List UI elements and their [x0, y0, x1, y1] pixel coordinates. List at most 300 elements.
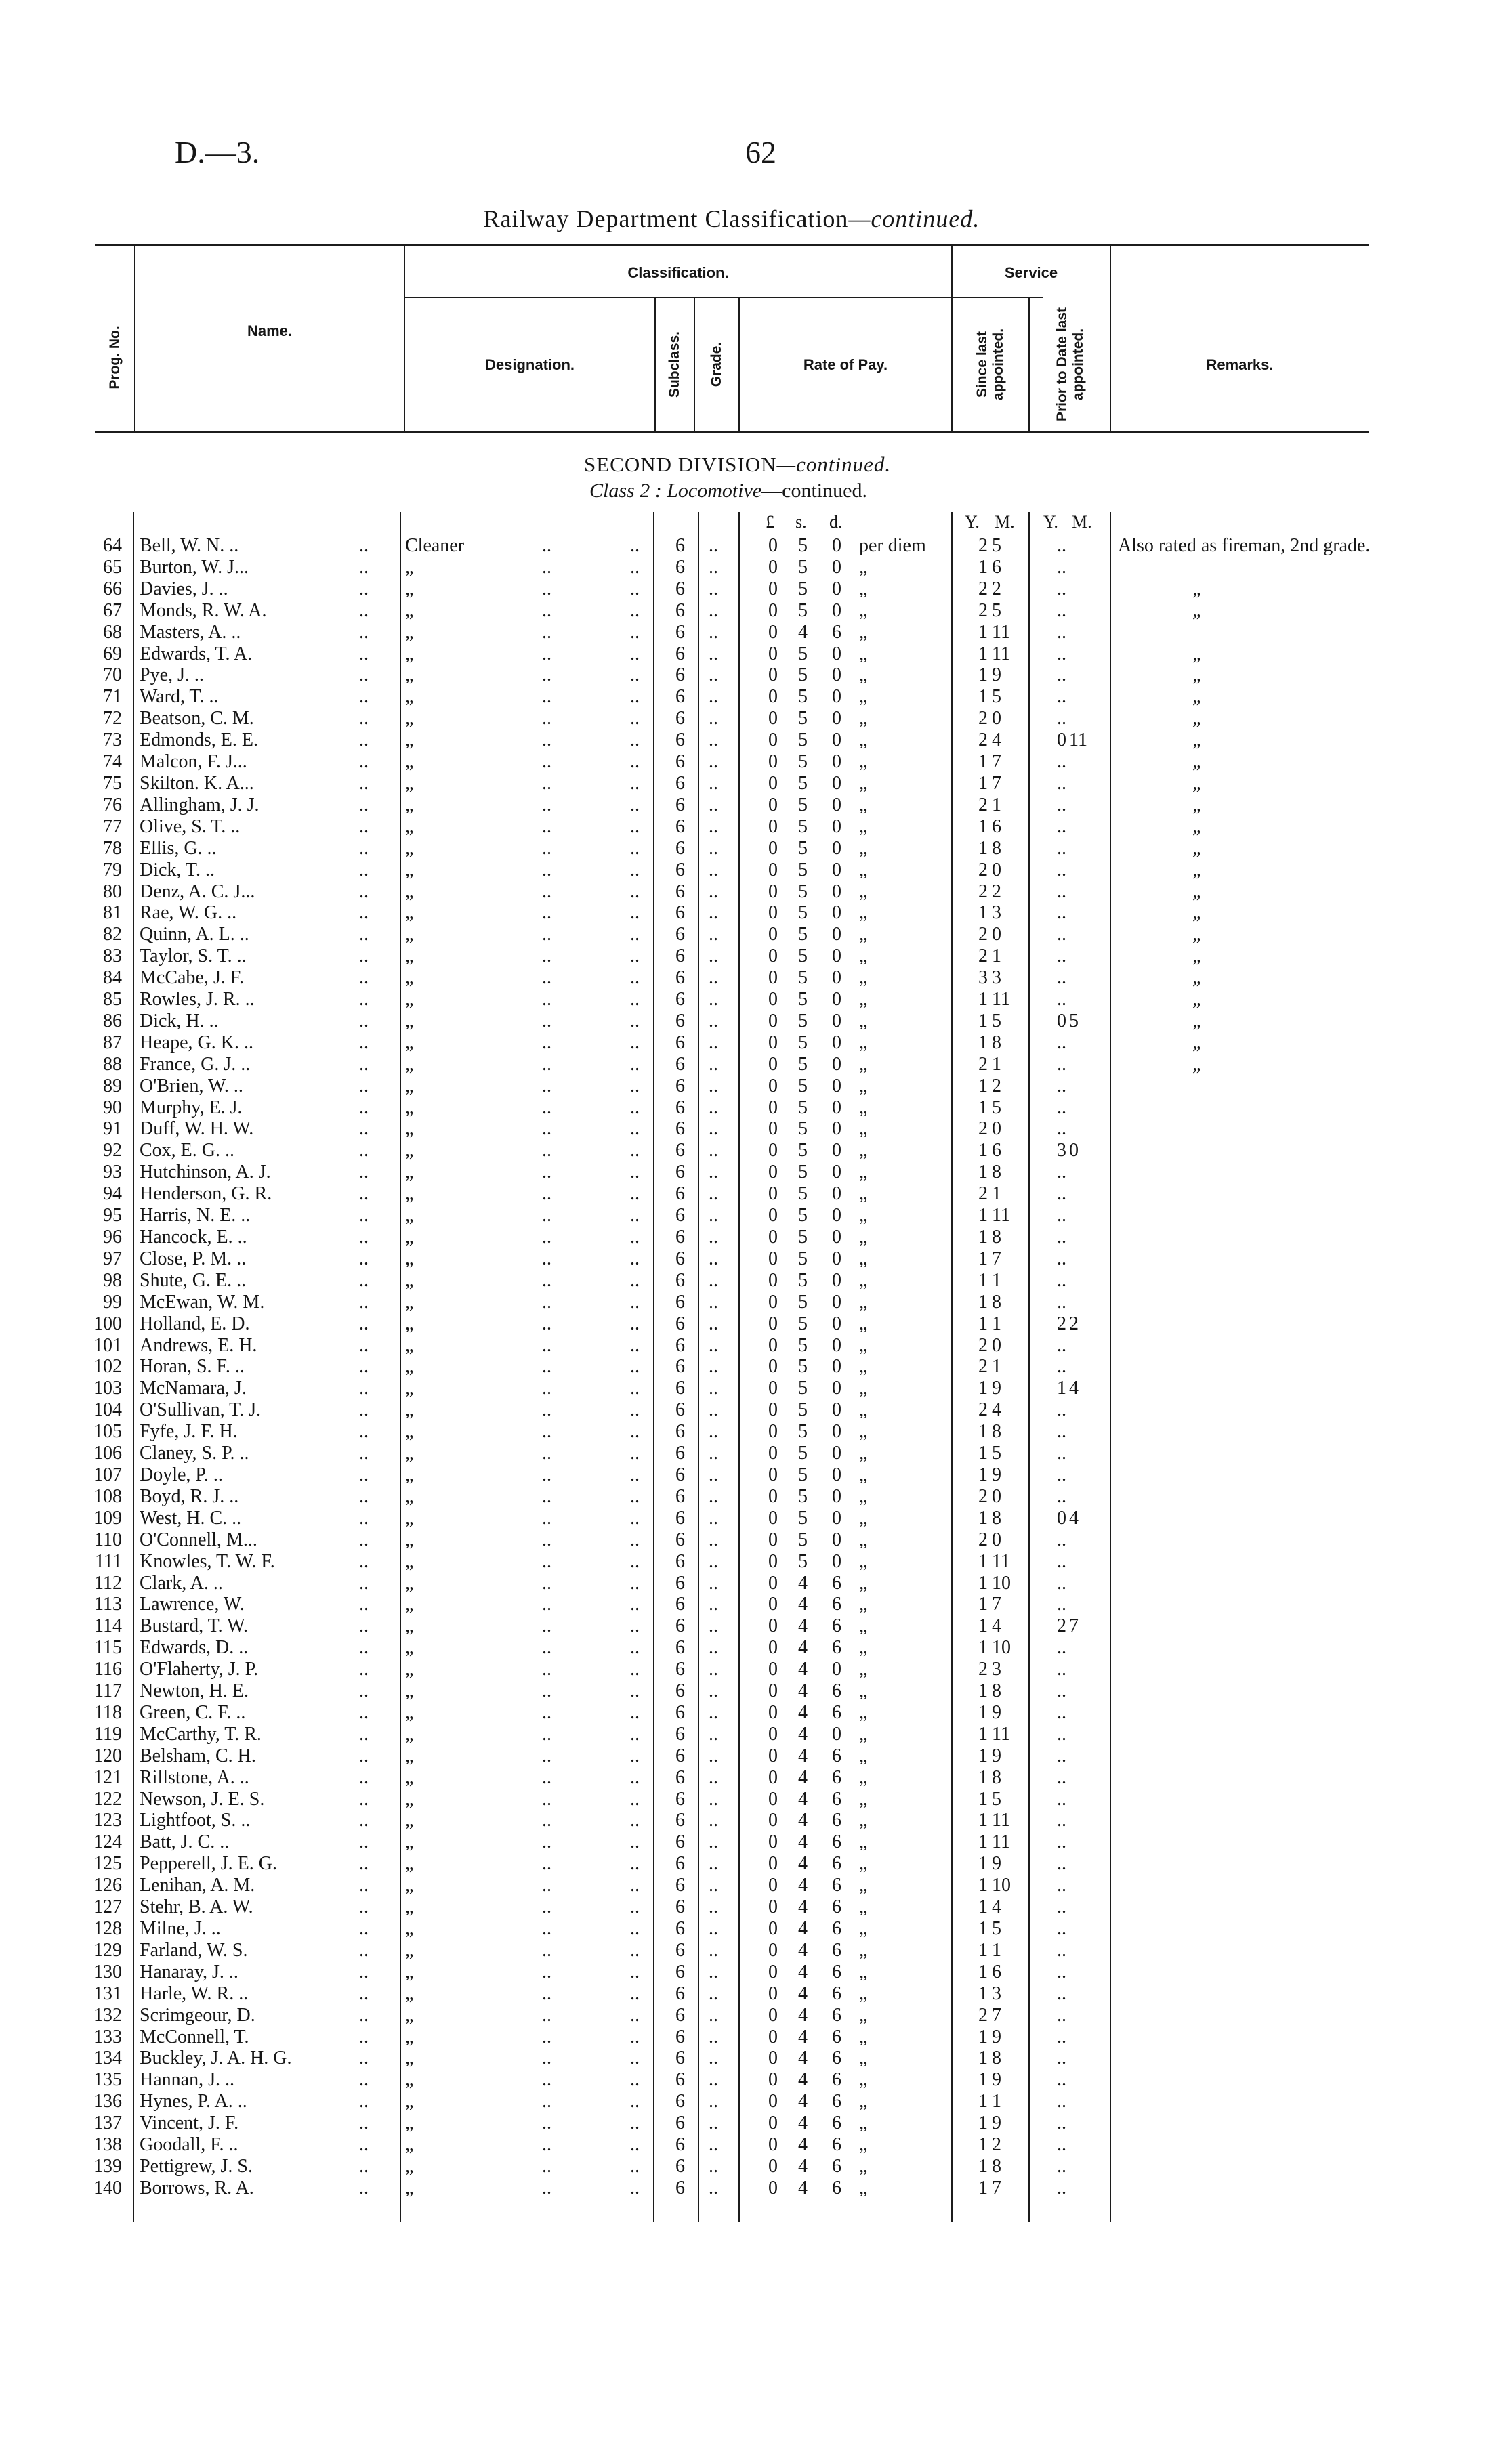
leader-dots: .. [542, 859, 551, 880]
pay-period: „ [859, 1680, 868, 1702]
title-text: Railway Department Classification [483, 205, 849, 232]
since-years: 1 [978, 1140, 988, 1162]
pay-period: „ [859, 1010, 868, 1032]
pay-shillings: 5 [798, 1399, 808, 1421]
leader-dots: .. [359, 599, 369, 621]
subclass: 6 [675, 2047, 685, 2069]
leader-dots: .. [542, 1140, 551, 1162]
pay-pounds: 0 [768, 578, 778, 599]
since-years: 1 [978, 1766, 988, 1788]
prior-years: .. [1057, 1701, 1066, 1723]
leader-dots: .. [709, 1118, 718, 1140]
remarks: „ [1192, 924, 1203, 946]
leader-dots: .. [542, 1269, 551, 1291]
pay-shillings: 5 [798, 1269, 808, 1291]
designation: „ [405, 902, 414, 924]
pay-shillings: 4 [798, 2112, 808, 2134]
leader-dots: .. [630, 1615, 640, 1637]
leader-dots: .. [359, 1831, 369, 1853]
pay-pence: 0 [832, 1183, 841, 1205]
prog-no: 133 [93, 2026, 122, 2047]
leader-dots: .. [709, 1853, 718, 1875]
employee-name: Knowles, T. W. F. [140, 1550, 275, 1572]
pay-pence: 0 [832, 1507, 841, 1529]
leader-dots: .. [709, 1659, 718, 1680]
since-months: 10 [992, 1637, 1011, 1659]
employee-name: Hancock, E. .. [140, 1227, 247, 1248]
leader-dots: .. [630, 1053, 640, 1075]
since-months: 11 [992, 1550, 1010, 1572]
since-years: 2 [978, 599, 988, 621]
pay-pence: 6 [832, 2155, 841, 2177]
leader-dots: .. [709, 1399, 718, 1421]
table-row [0, 1810, 1504, 1831]
pay-shillings: 5 [798, 578, 808, 599]
leader-dots: .. [542, 1334, 551, 1356]
leader-dots: .. [542, 708, 551, 729]
table-row [0, 1853, 1504, 1875]
since-years: 2 [978, 1659, 988, 1680]
subclass: 6 [675, 2155, 685, 2177]
pay-pence: 0 [832, 946, 841, 967]
prior-years: .. [1057, 1680, 1066, 1702]
prior-years: .. [1057, 2004, 1066, 2026]
designation: „ [405, 967, 414, 989]
table-row [0, 1421, 1504, 1443]
pay-pence: 0 [832, 1723, 841, 1745]
pay-pence: 6 [832, 2134, 841, 2156]
since-years: 1 [978, 1248, 988, 1269]
leader-dots: .. [630, 1485, 640, 1507]
leader-dots: .. [542, 729, 551, 751]
class-heading [589, 480, 867, 503]
since-months: 6 [992, 1140, 1001, 1162]
pay-period: „ [859, 1162, 868, 1183]
pay-pounds: 0 [768, 1399, 778, 1421]
pay-pounds: 0 [768, 924, 778, 946]
leader-dots: .. [709, 1291, 718, 1313]
shillings-unit: s. [795, 512, 807, 532]
pay-pounds: 0 [768, 1205, 778, 1227]
table-row [0, 902, 1504, 924]
pay-pence: 6 [832, 1853, 841, 1875]
designation: „ [405, 1356, 414, 1378]
since-months: 5 [992, 1097, 1001, 1118]
remarks: „ [1192, 1010, 1203, 1032]
subclass: 6 [675, 1464, 685, 1485]
prog-no: 68 [103, 621, 122, 643]
since-months: 2 [992, 2134, 1001, 2156]
pay-shillings: 4 [798, 1788, 808, 1810]
table-row [0, 2069, 1504, 2091]
pay-shillings: 5 [798, 1507, 808, 1529]
employee-name: Hannan, J. .. [140, 2069, 234, 2091]
leader-dots: .. [630, 1896, 640, 1918]
pay-pounds: 0 [768, 1659, 778, 1680]
pay-shillings: 5 [798, 924, 808, 946]
pay-pounds: 0 [768, 1162, 778, 1183]
since-months: 8 [992, 2047, 1001, 2069]
since-months: 9 [992, 664, 1001, 686]
table-row [0, 1896, 1504, 1918]
designation: „ [405, 837, 414, 859]
pay-period: „ [859, 1918, 868, 1939]
since-months: 8 [992, 837, 1001, 859]
subclass: 6 [675, 643, 685, 664]
leader-dots: .. [542, 1507, 551, 1529]
since-months: 11 [992, 621, 1010, 643]
pay-shillings: 4 [798, 2004, 808, 2026]
prog-no: 132 [93, 2004, 122, 2026]
leader-dots: .. [630, 664, 640, 686]
leader-dots: .. [359, 1248, 369, 1269]
pay-period: „ [859, 1183, 868, 1205]
prog-no: 90 [103, 1097, 122, 1118]
pay-shillings: 5 [798, 643, 808, 664]
table-row [0, 1875, 1504, 1896]
employee-name: Heape, G. K. .. [140, 1032, 253, 1053]
table-row [0, 600, 1504, 622]
leader-dots: .. [630, 2069, 640, 2091]
employee-name: Harris, N. E. .. [140, 1205, 251, 1227]
leader-dots: .. [709, 2112, 718, 2134]
leader-dots: .. [709, 1334, 718, 1356]
since-months: 5 [992, 1918, 1001, 1939]
since-months: 5 [992, 535, 1001, 556]
prog-no: 65 [103, 556, 122, 578]
employee-name: Dick, H. .. [140, 1010, 219, 1032]
since-years: 1 [978, 815, 988, 837]
pay-shillings: 4 [798, 2026, 808, 2047]
designation: „ [405, 1485, 414, 1507]
pay-pence: 0 [832, 599, 841, 621]
table-row [0, 1183, 1504, 1205]
employee-name: Allingham, J. J. [140, 794, 259, 815]
pay-pence: 0 [832, 1659, 841, 1680]
leader-dots: .. [359, 2134, 369, 2156]
pay-period: „ [859, 556, 868, 578]
leader-dots: .. [630, 2155, 640, 2177]
grade-header: Grade. [709, 341, 724, 387]
pay-pounds: 0 [768, 2112, 778, 2134]
designation: „ [405, 1378, 414, 1399]
pay-period: „ [859, 599, 868, 621]
remarks: „ [1192, 664, 1203, 686]
pay-pounds: 0 [768, 2004, 778, 2026]
subclass: 6 [675, 967, 685, 989]
designation: „ [405, 924, 414, 946]
leader-dots: .. [630, 1443, 640, 1464]
table-row [0, 1054, 1504, 1076]
employee-name: Belsham, C. H. [140, 1745, 256, 1766]
leader-dots: .. [630, 1356, 640, 1378]
leader-dots: .. [359, 1594, 369, 1615]
pay-shillings: 5 [798, 535, 808, 556]
subclass: 6 [675, 1097, 685, 1118]
designation: „ [405, 1961, 414, 1982]
leader-dots: .. [359, 2177, 369, 2199]
table-row [0, 1789, 1504, 1810]
leader-dots: .. [359, 1010, 369, 1032]
leader-dots: .. [359, 729, 369, 751]
since-months: 2 [992, 578, 1001, 599]
employee-name: McConnell, T. [140, 2026, 249, 2047]
pay-pence: 0 [832, 794, 841, 815]
prog-no: 129 [93, 1939, 122, 1961]
pay-shillings: 5 [798, 1032, 808, 1053]
leader-dots: .. [709, 1464, 718, 1485]
designation: „ [405, 664, 414, 686]
prior-years: .. [1057, 1485, 1066, 1507]
leader-dots: .. [630, 772, 640, 794]
pay-period: „ [859, 1313, 868, 1334]
subclass: 6 [675, 1227, 685, 1248]
since-months: 8 [992, 1507, 1001, 1529]
pay-pounds: 0 [768, 1810, 778, 1831]
remarks: „ [1192, 643, 1203, 664]
since-years: 2 [978, 1053, 988, 1075]
prior-years: .. [1057, 1918, 1066, 1939]
prior-years: .. [1057, 751, 1066, 773]
pay-period: „ [859, 859, 868, 880]
leader-dots: .. [359, 1075, 369, 1097]
employee-name: Goodall, F. .. [140, 2134, 238, 2156]
prog-no: 98 [103, 1269, 122, 1291]
since-months: 6 [992, 556, 1001, 578]
leader-dots: .. [359, 1659, 369, 1680]
leader-dots: .. [542, 556, 551, 578]
pay-period: „ [859, 2004, 868, 2026]
subclass: 6 [675, 1010, 685, 1032]
leader-dots: .. [630, 1875, 640, 1896]
designation: „ [405, 989, 414, 1011]
pay-pence: 6 [832, 1572, 841, 1594]
prior-months-unit: M. [1072, 512, 1092, 532]
since-years: 2 [978, 708, 988, 729]
pay-shillings: 4 [798, 1982, 808, 2004]
since-months-unit: M. [995, 512, 1015, 532]
leader-dots: .. [630, 859, 640, 880]
pay-pence: 0 [832, 1010, 841, 1032]
since-years: 1 [978, 1010, 988, 1032]
leader-dots: .. [542, 1183, 551, 1205]
prior-years: .. [1057, 1875, 1066, 1896]
subclass: 6 [675, 2112, 685, 2134]
subclass: 6 [675, 924, 685, 946]
designation: „ [405, 1572, 414, 1594]
since-months: 7 [992, 751, 1001, 773]
remarks: „ [1192, 729, 1203, 751]
since-years: 2 [978, 924, 988, 946]
employee-name: Green, C. F. .. [140, 1701, 246, 1723]
pay-period: „ [859, 1594, 868, 1615]
pay-pence: 0 [832, 729, 841, 751]
pay-shillings: 5 [798, 837, 808, 859]
pay-period: „ [859, 1896, 868, 1918]
pay-pounds: 0 [768, 2026, 778, 2047]
pay-pence: 6 [832, 1745, 841, 1766]
prior-years: .. [1057, 1939, 1066, 1961]
prior-years: .. [1057, 815, 1066, 837]
since-months: 1 [992, 1269, 1001, 1291]
pay-period: „ [859, 1399, 868, 1421]
designation: „ [405, 859, 414, 880]
pay-shillings: 5 [798, 1205, 808, 1227]
prior-years: .. [1057, 1334, 1066, 1356]
pay-pounds: 0 [768, 1745, 778, 1766]
prior-years: .. [1057, 1032, 1066, 1053]
remarks: Also rated as fireman, 2nd grade. [1118, 535, 1371, 556]
leader-dots: .. [359, 1334, 369, 1356]
pay-shillings: 5 [798, 1313, 808, 1334]
leader-dots: .. [709, 924, 718, 946]
table-row [0, 1767, 1504, 1789]
leader-dots: .. [709, 535, 718, 556]
employee-name: Monds, R. W. A. [140, 599, 267, 621]
since-years: 1 [978, 902, 988, 924]
leader-dots: .. [630, 1313, 640, 1334]
leader-dots: .. [630, 2134, 640, 2156]
designation: „ [405, 1659, 414, 1680]
leader-dots: .. [542, 1745, 551, 1766]
designation: „ [405, 2004, 414, 2026]
leader-dots: .. [542, 902, 551, 924]
prior-years: .. [1057, 643, 1066, 664]
pay-shillings: 4 [798, 1572, 808, 1594]
table-row [0, 838, 1504, 859]
since-months: 5 [992, 1788, 1001, 1810]
leader-dots: .. [630, 599, 640, 621]
prior-years: .. [1057, 2177, 1066, 2199]
prog-no: 118 [94, 1701, 122, 1723]
since-months: 0 [992, 859, 1001, 880]
prog-no: 138 [93, 2134, 122, 2156]
employee-name: Davies, J. .. [140, 578, 228, 599]
leader-dots: .. [542, 643, 551, 664]
leader-dots: .. [542, 578, 551, 599]
pay-pence: 0 [832, 989, 841, 1011]
employee-name: Ellis, G. .. [140, 837, 217, 859]
leader-dots: .. [542, 1162, 551, 1183]
prog-no: 112 [94, 1572, 122, 1594]
subclass: 6 [675, 1485, 685, 1507]
leader-dots: .. [709, 967, 718, 989]
subclass: 6 [675, 1399, 685, 1421]
prog-no: 137 [93, 2112, 122, 2134]
pay-pounds: 0 [768, 1529, 778, 1550]
pay-pounds: 0 [768, 1831, 778, 1853]
subclass: 6 [675, 1507, 685, 1529]
prog-no: 78 [103, 837, 122, 859]
classification-header: Classification. [627, 264, 729, 281]
leader-dots: .. [709, 1572, 718, 1594]
pay-pence: 0 [832, 1075, 841, 1097]
leader-dots: .. [630, 556, 640, 578]
since-months: 9 [992, 1701, 1001, 1723]
pay-period: „ [859, 1053, 868, 1075]
pay-pence: 6 [832, 2177, 841, 2199]
leader-dots: .. [630, 1291, 640, 1313]
employee-name: Duff, W. H. W. [140, 1118, 254, 1140]
leader-dots: .. [542, 1723, 551, 1745]
leader-dots: .. [359, 1205, 369, 1227]
since-months: 4 [992, 1615, 1001, 1637]
header-divider [1110, 244, 1111, 433]
designation: „ [405, 1766, 414, 1788]
table-row [0, 1918, 1504, 1940]
prior-years: .. [1057, 1745, 1066, 1766]
pay-pounds: 0 [768, 708, 778, 729]
employee-name: Pye, J. .. [140, 664, 204, 686]
prog-no: 77 [103, 815, 122, 837]
pay-period: „ [859, 924, 868, 946]
prior-months: 2 [1069, 1313, 1079, 1334]
leader-dots: .. [359, 1464, 369, 1485]
subclass: 6 [675, 859, 685, 880]
leader-dots: .. [630, 1075, 640, 1097]
leader-dots: .. [709, 1701, 718, 1723]
leader-dots: .. [542, 1529, 551, 1550]
subclass: 6 [675, 578, 685, 599]
leader-dots: .. [542, 1572, 551, 1594]
employee-name: Clark, A. .. [140, 1572, 223, 1594]
prior-years: .. [1057, 621, 1066, 643]
since-years: 1 [978, 2177, 988, 2199]
leader-dots: .. [709, 1097, 718, 1118]
leader-dots: .. [359, 1485, 369, 1507]
prog-no: 131 [93, 1982, 122, 2004]
leader-dots: .. [709, 902, 718, 924]
since-months: 8 [992, 1162, 1001, 1183]
pay-shillings: 5 [798, 1464, 808, 1485]
prog-no: 134 [93, 2047, 122, 2069]
subclass: 6 [675, 1248, 685, 1269]
pay-period: „ [859, 1356, 868, 1378]
prog-no: 66 [103, 578, 122, 599]
pay-shillings: 4 [798, 2134, 808, 2156]
prior-years: .. [1057, 989, 1066, 1011]
leader-dots: .. [709, 1788, 718, 1810]
since-years: 2 [978, 2004, 988, 2026]
pay-period: „ [859, 1464, 868, 1485]
since-years: 1 [978, 1896, 988, 1918]
designation: „ [405, 1269, 414, 1291]
pay-pence: 6 [832, 1831, 841, 1853]
leader-dots: .. [542, 621, 551, 643]
leader-dots: .. [542, 1443, 551, 1464]
table-row [0, 1399, 1504, 1421]
prog-no: 70 [103, 664, 122, 686]
since-months: 8 [992, 1032, 1001, 1053]
leader-dots: .. [630, 989, 640, 1011]
pay-pounds: 0 [768, 1615, 778, 1637]
leader-dots: .. [630, 2004, 640, 2026]
employee-name: Edwards, T. A. [140, 643, 253, 664]
leader-dots: .. [542, 2047, 551, 2069]
pay-pence: 0 [832, 1334, 841, 1356]
name-header: Name. [247, 322, 293, 339]
pence-unit: d. [829, 512, 843, 532]
table-row [0, 2112, 1504, 2134]
since-months: 7 [992, 2004, 1001, 2026]
pay-pounds: 0 [768, 1701, 778, 1723]
pay-pounds: 0 [768, 1918, 778, 1939]
pay-shillings: 4 [798, 1659, 808, 1680]
prior-years: .. [1057, 2155, 1066, 2177]
since-years: 1 [978, 1097, 988, 1118]
pay-period: „ [859, 1701, 868, 1723]
leader-dots: .. [709, 708, 718, 729]
